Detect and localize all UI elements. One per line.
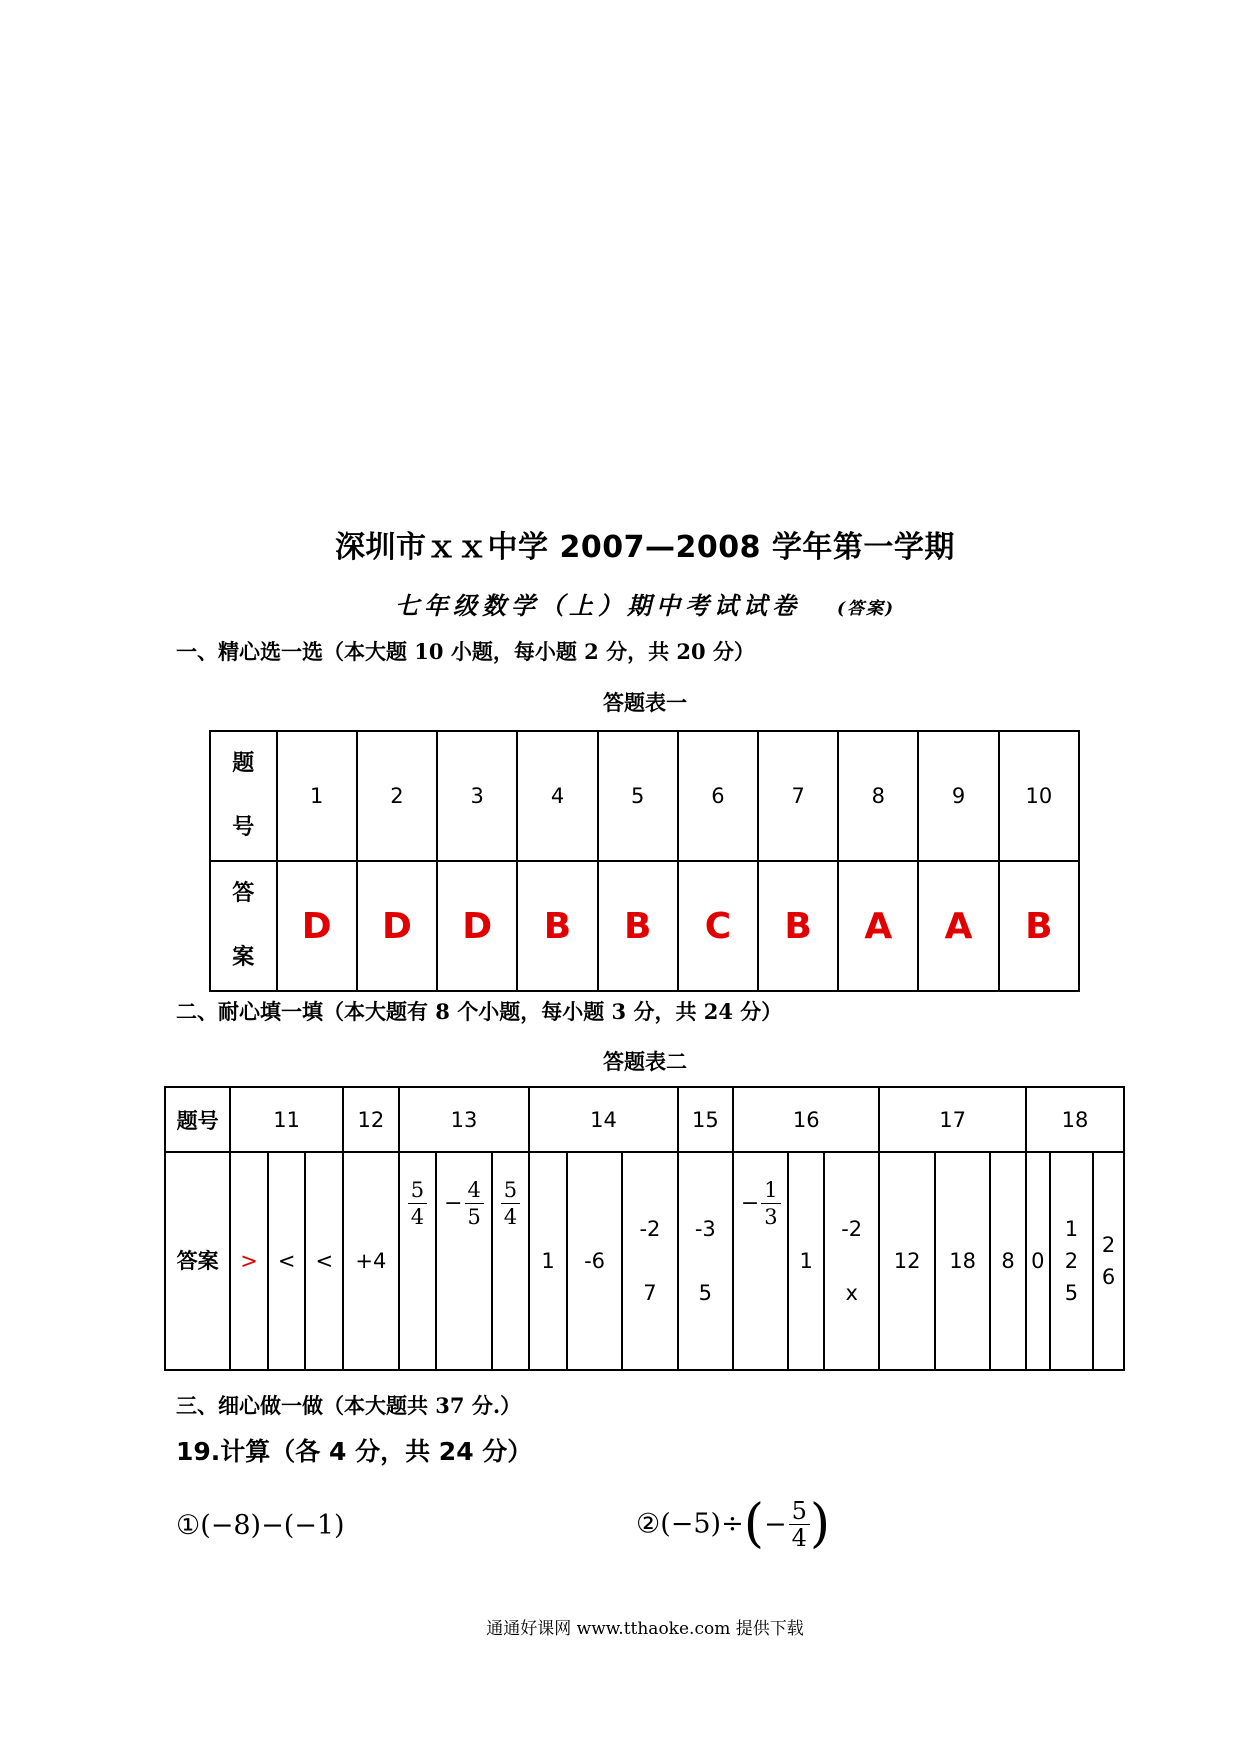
table2-question-cell: 12 — [343, 1087, 399, 1152]
table1-question-cell: 9 — [918, 731, 998, 861]
fraction: $\frac{5}{4}$ — [408, 1177, 427, 1230]
subtitle-note: (答案) — [836, 599, 896, 619]
table1-question-cell: 3 — [437, 731, 517, 861]
table1-answer-row — [210, 861, 1079, 991]
answer-18-b: 1 2 5 — [1050, 1152, 1093, 1370]
table2-question-row — [165, 1087, 1124, 1152]
answer-table-2 — [164, 1086, 1125, 1371]
answer-18-a: 0 — [1026, 1152, 1050, 1370]
page-title: 深圳市ｘｘ中学 2007—2008 学年第一学期 — [335, 530, 955, 565]
table1-answer-cell: D — [277, 861, 357, 991]
answer-16-a: − $\frac{1}{3}$ — [733, 1152, 788, 1370]
table1-answer-cell: B — [517, 861, 597, 991]
answer-16-c: -2 x — [824, 1152, 879, 1370]
expression-1: ①(−8)−(−1) — [176, 1510, 345, 1541]
table1-answer-cell: B — [598, 861, 678, 991]
footer-source: 通通好课网 www.tthaoke.com 提供下载 — [486, 1619, 804, 1639]
table1-answer-cell: D — [357, 861, 437, 991]
table2-answer-row — [165, 1152, 1124, 1370]
table1-question-cell: 6 — [678, 731, 758, 861]
page-subtitle — [0, 586, 1240, 621]
answer-18-c: 2 6 — [1093, 1152, 1124, 1370]
table1-answer-header: 答 案 — [210, 861, 277, 991]
table1-question-cell: 10 — [999, 731, 1079, 861]
fraction: $\frac{4}{5}$ — [465, 1177, 484, 1230]
table2-question-cell: 15 — [678, 1087, 733, 1152]
section1-heading: 一、精心选一选（本大题 10 小题，每小题 2 分，共 20 分） — [176, 639, 755, 664]
answer-11-c: < — [305, 1152, 343, 1370]
fraction: $\frac{5}{4}$ — [501, 1177, 520, 1230]
table2-question-cell: 17 — [879, 1087, 1026, 1152]
answer-17-c: 8 — [990, 1152, 1026, 1370]
answer-17-a: 12 — [879, 1152, 934, 1370]
subtitle-text: 七年级数学（上）期中考试试卷 — [394, 591, 801, 620]
fraction: $\frac{1}{3}$ — [761, 1177, 780, 1230]
answer-11-a: > — [230, 1152, 268, 1370]
table2-question-cell: 16 — [733, 1087, 879, 1152]
answer-15: -3 5 — [678, 1152, 733, 1370]
table1-answer-cell: A — [838, 861, 918, 991]
section2-heading: 二、耐心填一填（本大题有 8 个小题，每小题 3 分，共 24 分） — [176, 999, 783, 1024]
answer-17-b: 18 — [935, 1152, 990, 1370]
table1-question-cell: 8 — [838, 731, 918, 861]
table2-question-cell: 14 — [529, 1087, 677, 1152]
answer-16-b: 1 — [788, 1152, 824, 1370]
table2-question-header: 题号 — [165, 1087, 230, 1152]
table1-question-row — [210, 731, 1079, 861]
answer-14-a: 1 — [529, 1152, 567, 1370]
answer-13-c — [492, 1152, 530, 1370]
table1-question-cell: 7 — [758, 731, 838, 861]
answer-11-b: < — [268, 1152, 306, 1370]
answer-14-b: -6 — [567, 1152, 622, 1370]
table2-question-cell: 13 — [399, 1087, 530, 1152]
answer-12: +4 — [343, 1152, 399, 1370]
table2-question-cell: 11 — [230, 1087, 343, 1152]
answer-13-a — [399, 1152, 437, 1370]
table1-question-header: 题 号 — [210, 731, 277, 861]
fraction: $\frac{5}{4}$ — [789, 1498, 810, 1551]
answer-14-c: -2 7 — [622, 1152, 677, 1370]
answer-table-1 — [209, 730, 1080, 992]
table1-question-cell: 2 — [357, 731, 437, 861]
table2-question-cell: 18 — [1026, 1087, 1124, 1152]
table1-caption: 答题表一 — [603, 691, 687, 715]
table1-answer-cell: A — [918, 861, 998, 991]
table1-question-cell: 4 — [517, 731, 597, 861]
section3-heading: 三、细心做一做（本大题共 37 分.） — [176, 1393, 522, 1418]
table1-answer-cell: B — [999, 861, 1079, 991]
table2-answer-header: 答案 — [165, 1152, 230, 1370]
table1-answer-cell: C — [678, 861, 758, 991]
q19-title: 19.计算（各 4 分，共 24 分） — [176, 1437, 533, 1466]
table1-question-cell: 1 — [277, 731, 357, 861]
table1-answer-cell: B — [758, 861, 838, 991]
expression-2: ②(−5)÷(− $\frac{5}{4}$ ) — [636, 1494, 831, 1554]
table2-caption: 答题表二 — [603, 1050, 687, 1074]
table1-question-cell: 5 — [598, 731, 678, 861]
answer-13-b: − $\frac{4}{5}$ — [436, 1152, 491, 1370]
table1-answer-cell: D — [437, 861, 517, 991]
